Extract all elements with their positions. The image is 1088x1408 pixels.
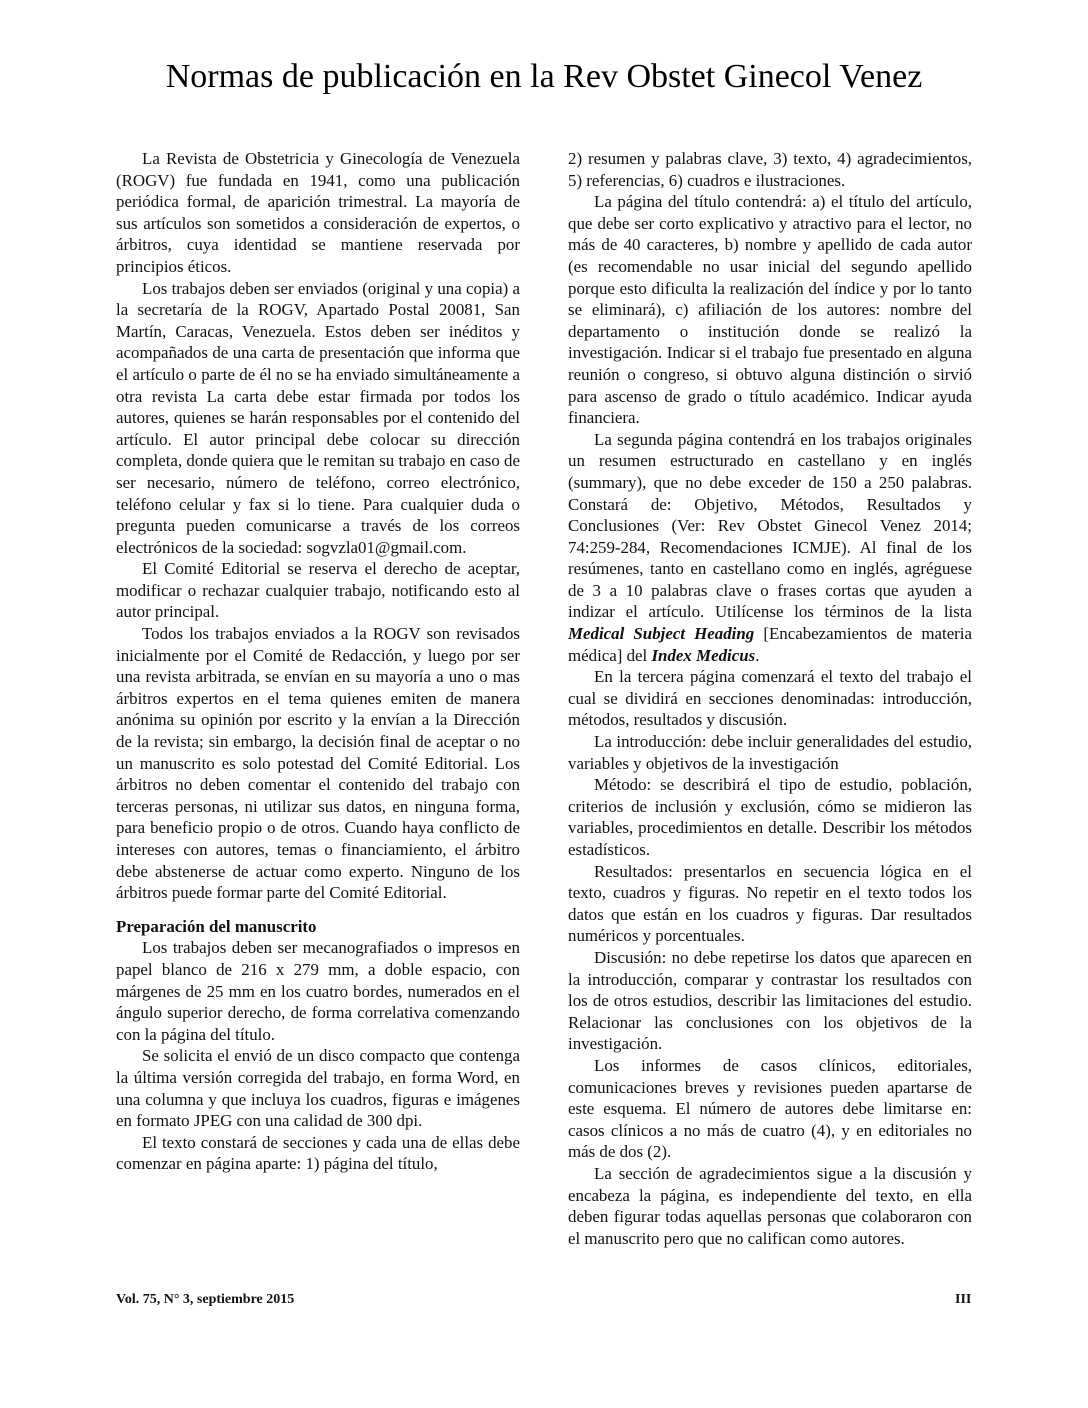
mesh-term: Medical Subject Heading <box>568 624 755 644</box>
footer-page-number: III <box>955 1292 972 1307</box>
paragraph: Método: se describirá el tipo de estudio, población, criterios de inclusión y exclusión, cómo se midieron las variables, procedimientos en detalle. Describir los métodos estadísticos. <box>568 775 972 859</box>
paragraph: Los trabajos deben ser enviados (original y una copia) a la secretaría de la ROGV, Apartado Postal 20081, San Martín, Caracas, Venezuela. Estos deben ser inéditos y acompañados de una carta de presentación que informa que el artículo o parte de él no se ha enviado simultáneamente a otra revista La carta debe estar firmada por todos los autores, quienes se harán responsables por el contenido del artículo. El autor principal debe colocar su dirección completa, donde quiera que le remitan su trabajo en caso de ser necesario, número de teléfono, correo electrónico, teléfono celular y fax si lo tiene. Para cualquier duda o pregunta pueden comunicarse a través de los correos electrónicos de la sociedad: sogvzla01@gmail.com. <box>116 278 520 557</box>
paragraph: El Comité Editorial se reserva el derecho de aceptar, modificar o rechazar cualquier trabajo, notificando esto al autor principal. <box>116 559 520 622</box>
paragraph: La sección de agradecimientos sigue a la discusión y encabeza la página, es independiente del texto, en ella deben figurar todas aquellas personas que colaboraron con el manuscrito pero que no califican como autores. <box>568 1163 972 1248</box>
paragraph-text: [Encabezamientos de materia médica] del <box>568 624 972 665</box>
right-column <box>568 148 972 1249</box>
paragraph: El texto constará de secciones y cada una de ellas debe comenzar en página aparte: 1) página del título, <box>116 1132 520 1174</box>
paragraph: Resultados: presentarlos en secuencia lógica en el texto, cuadros y figuras. No repetir en el texto todos los datos que están en los cuadros y figuras. Dar resultados numéricos y porcentuales. <box>568 861 972 946</box>
paragraph: Se solicita el envió de un disco compacto que contenga la última versión corregida del trabajo, en forma Word, en una columna y que incluya los cuadros, figuras e imágenes en formato JPEG con una calidad de 300 dpi. <box>116 1046 520 1131</box>
paragraph: 2) resumen y palabras clave, 3) texto, 4) agradecimientos, 5) referencias, 6) cuadros e ilustraciones. <box>568 149 972 190</box>
paragraph: Los trabajos deben ser mecanografiados o impresos en papel blanco de 216 x 279 mm, a doble espacio, con márgenes de 25 mm en los cuatro bordes, numerados en el ángulo superior derecho, de forma correlativa comenzando con la página del título. <box>116 938 520 1044</box>
paragraph: Todos los trabajos enviados a la ROGV son revisados inicialmente por el Comité de Redacción, y luego por ser una revista arbitrada, se envían en su mayoría a uno o mas árbitros expertos en el tema quienes emiten de manera anónima su opinión por escrito y la envían a la Dirección de la revista; sin embargo, la decisión final de aceptar o no un manuscrito es solo potestad del Comité Editorial. Los árbitros no deben comentar el contenido del trabajo con terceras personas, ni utilizar sus datos, en ninguna forma, para beneficio propio o de otros. Cuando haya conflicto de intereses con autores, temas o financiamiento, el árbitro debe abstenerse de actuar como experto. Ninguno de los árbitros puede formar parte del Comité Editorial. <box>116 624 520 903</box>
paragraph: La introducción: debe incluir generalidades del estudio, variables y objetivos de la investigación <box>568 732 972 773</box>
paragraph: La página del título contendrá: a) el título del artículo, que debe ser corto explicativo y atractivo para el lector, no más de 40 caracteres, b) nombre y apellido de cada autor (es recomendable no usar inicial del segundo apellido porque esto dificulta la realización del índice y por lo tanto se eliminará), c) afiliación de los autores: nombre del departamento o institución donde se realizó la investigación. Indicar si el trabajo fue presentado en alguna reunión o congreso, si obtuvo alguna distinción o sirvió para ascenso de grado o título académico. Indicar ayuda financiera. <box>568 192 972 428</box>
paragraph: Discusión: no debe repetirse los datos que aparecen en la introducción, comparar y contrastar los resultados con los de otros estudios, describir las limitaciones del estudio. Relacionar las conclusiones con los objetivos de la investigación. <box>568 947 972 1054</box>
paragraph: La Revista de Obstetricia y Ginecología de Venezuela (ROGV) fue fundada en 1941, como una publicación periódica formal, de aparición trimestral. La mayoría de sus artículos son sometidos a consideración de expertos, o árbitros, cuya identidad se mantiene reservada por principios éticos. <box>116 149 520 276</box>
paragraph: Los informes de casos clínicos, editoriales, comunicaciones breves y revisiones pueden apartarse de este esquema. El número de autores debe limitarse en: casos clínicos a no más de cuatro (4), y en editoriales no más de dos (2). <box>568 1055 972 1162</box>
paragraph-text: La segunda página contendrá en los trabajos originales un resumen estructurado en castellano y en inglés (summary), que no debe exceder de 150 a 250 palabras. Constará de: Objetivo, Métodos, Resultados y Conclusiones (Ver: Rev Obstet Ginecol Venez 2014; 74:259-284, Recomendaciones ICMJE). Al final de los resúmenes, tanto en castellano como en inglés, agréguese de 3 a 10 palabras clave o frases cortas que ayuden a indizar el artículo. Utilícense los términos de la lista <box>568 429 972 622</box>
paragraph-text: . <box>755 645 760 665</box>
paragraph <box>568 429 972 667</box>
section-heading: Preparación del manuscrito <box>116 916 317 936</box>
paragraph: En la tercera página comenzará el texto del trabajo el cual se dividirá en secciones denominadas: introducción, métodos, resultados y discusión. <box>568 667 972 730</box>
index-medicus-term: Index Medicus <box>651 645 756 665</box>
page-title: Normas de publicación en la Rev Obstet Ginecol Venez <box>165 58 923 95</box>
footer-issue: Vol. 75, N° 3, septiembre 2015 <box>116 1292 295 1307</box>
left-column <box>116 148 520 1175</box>
